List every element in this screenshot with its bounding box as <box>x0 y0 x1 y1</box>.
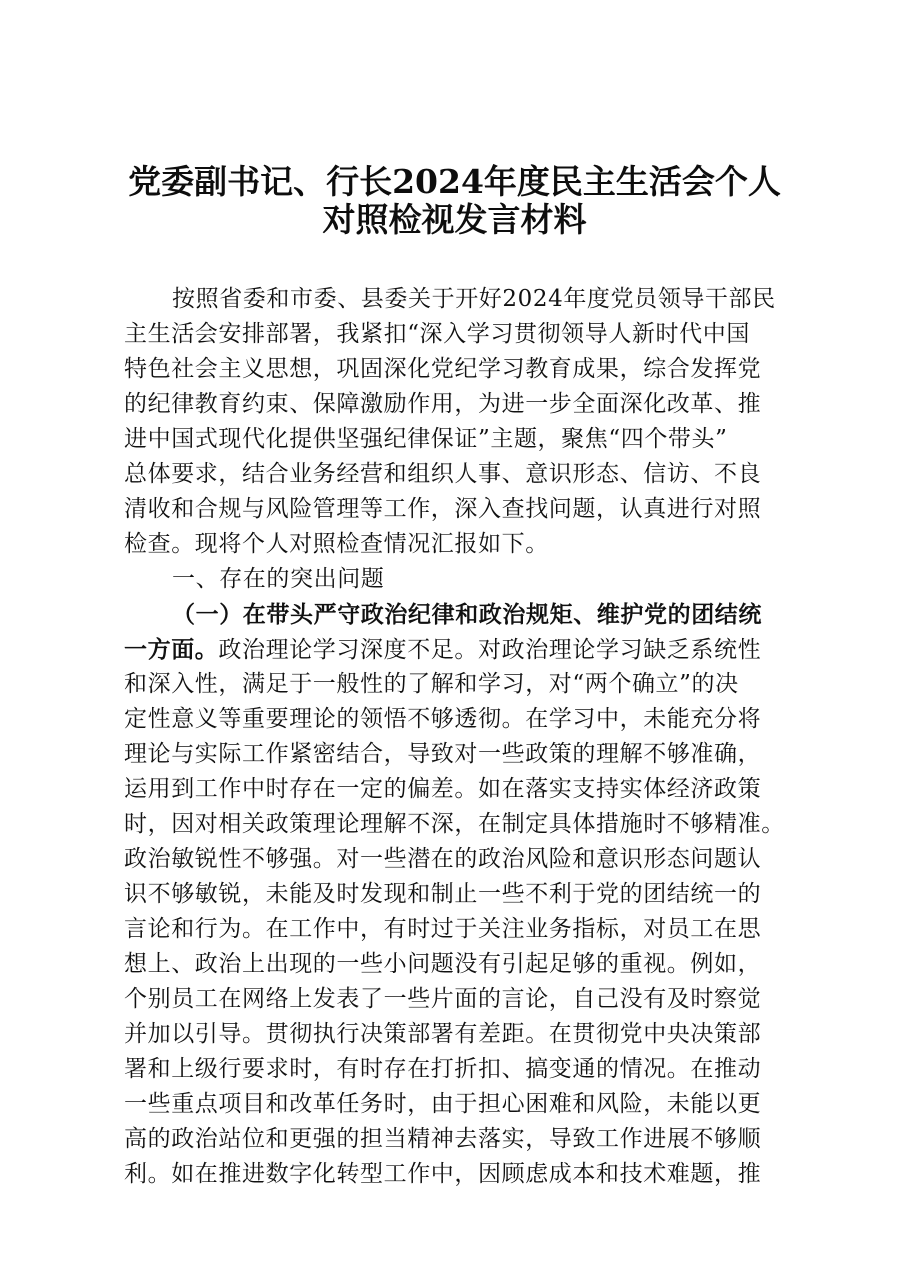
intro-paragraph-line: 检查。现将个人对照检查情况汇报如下。 <box>124 531 549 557</box>
intro-paragraph-line: 按照省委和市委、县委关于开好2024年度党员领导干部民 <box>172 286 776 312</box>
body-paragraph-line: 运用到工作中时存在一定的偏差。如在落实支持实体经济政策 <box>124 776 762 802</box>
sub-heading-line-1: （一）在带头严守政治纪律和政治规矩、维护党的团结统 <box>172 601 762 628</box>
body-paragraph-line: 一些重点项目和改革任务时，由于担心困难和风险，未能以更 <box>124 1091 762 1117</box>
body-paragraph-line: 利。如在推进数字化转型工作中，因顾虑成本和技术难题，推 <box>124 1161 762 1187</box>
document-body <box>124 282 804 1192</box>
section-heading: 一、存在的突出问题 <box>172 566 385 592</box>
body-paragraph-line: 和深入性，满足于一般性的了解和学习，对“两个确立”的决 <box>124 671 739 697</box>
sub-heading-line-2 <box>124 632 804 667</box>
body-paragraph-line: 时，因对相关政策理论理解不深，在制定具体措施时不够精准。 <box>124 811 785 837</box>
sub-heading-tail: 一方面。 <box>124 636 219 663</box>
body-paragraph-line: 署和上级行要求时，有时存在打折扣、搞变通的情况。在推动 <box>124 1056 762 1082</box>
body-paragraph-line: 识不够敏锐，未能及时发现和制止一些不利于党的团结统一的 <box>124 881 762 907</box>
body-paragraph-line: 想上、政治上出现的一些小问题没有引起足够的重视。例如， <box>124 951 762 977</box>
intro-paragraph-line: 特色社会主义思想，巩固深化党纪学习教育成果，综合发挥党 <box>124 356 762 382</box>
intro-paragraph-line: 总体要求，结合业务经营和组织人事、意识形态、信访、不良 <box>124 461 762 487</box>
body-paragraph-line: 政治敏锐性不够强。对一些潜在的政治风险和意识形态问题认 <box>124 846 762 872</box>
body-paragraph-line: 定性意义等重要理论的领悟不够透彻。在学习中，未能充分将 <box>124 706 762 732</box>
body-text-start: 政治理论学习深度不足。对政治理论学习缺乏系统性 <box>218 637 762 663</box>
intro-paragraph-line: 的纪律教育约束、保障激励作用，为进一步全面深化改革、推 <box>124 391 762 417</box>
document-title-line-2: 对照检视发言材料 <box>322 200 587 239</box>
intro-paragraph-line: 清收和合规与风险管理等工作，深入查找问题，认真进行对照 <box>124 496 762 522</box>
intro-paragraph-line: 进中国式现代化提供坚强纪律保证”主题，聚焦“四个带头” <box>124 426 728 452</box>
body-paragraph-line: 并加以引导。贯彻执行决策部署有差距。在贯彻党中央决策部 <box>124 1021 762 1047</box>
body-paragraph-line: 言论和行为。在工作中，有时过于关注业务指标，对员工在思 <box>124 916 762 942</box>
body-paragraph-line: 高的政治站位和更强的担当精神去落实，导致工作进展不够顺 <box>124 1126 762 1152</box>
intro-paragraph-line: 主生活会安排部署，我紧扣“深入学习贯彻领导人新时代中国 <box>124 321 750 347</box>
body-paragraph-line: 理论与实际工作紧密结合，导致对一些政策的理解不够准确， <box>124 741 762 767</box>
body-paragraph-line: 个别员工在网络上发表了一些片面的言论，自己没有及时察觉 <box>124 986 762 1012</box>
document-title-line-1: 党委副书记、行长2024年度民主生活会个人 <box>128 162 781 201</box>
